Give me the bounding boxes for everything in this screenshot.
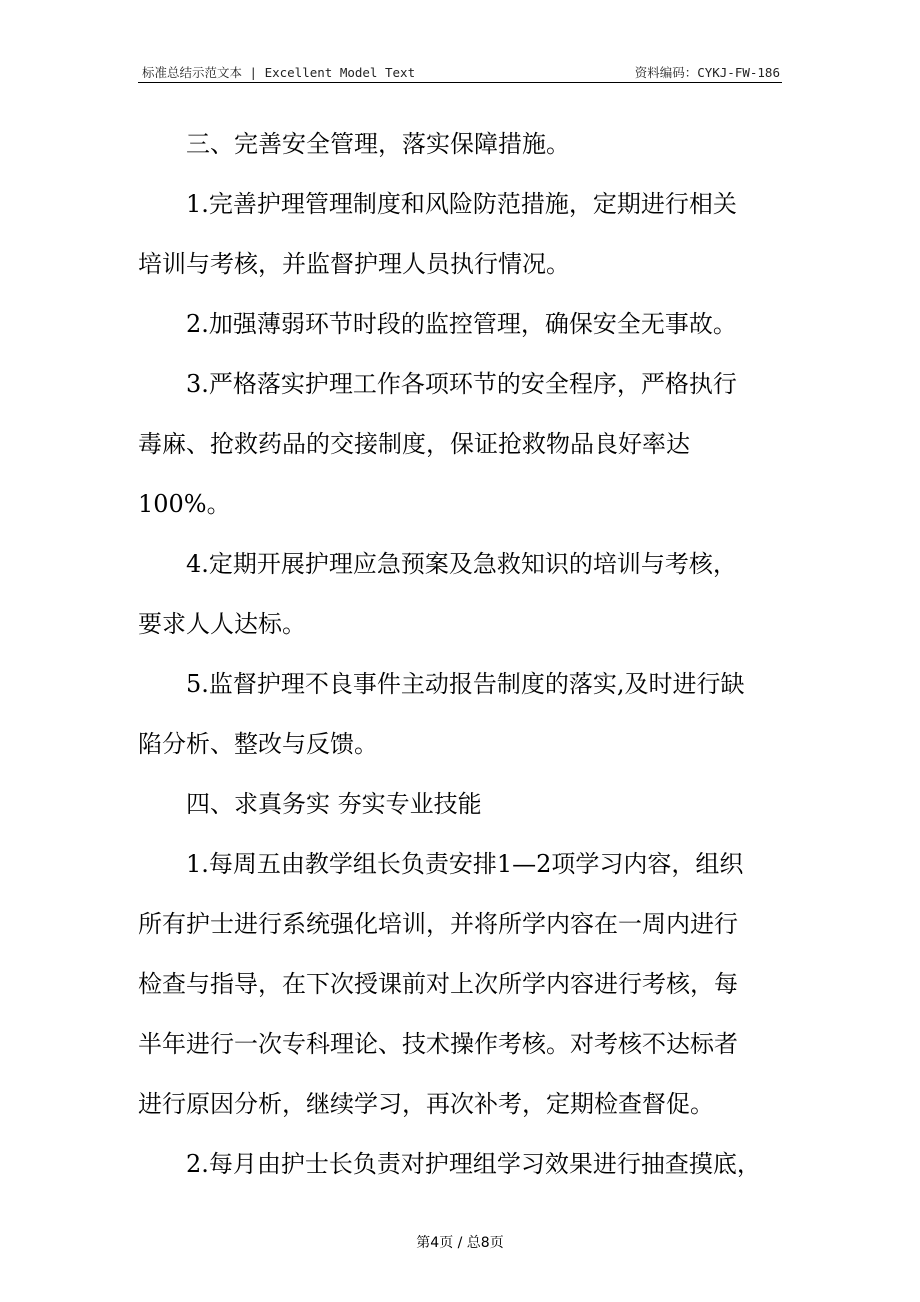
paragraph-line: 1.每周五由教学组长负责安排1—2项学习内容，组织 — [186, 850, 744, 878]
paragraph-line: 3.严格落实护理工作各项环节的安全程序，严格执行 — [186, 370, 737, 398]
paragraph-line: 毒麻、抢救药品的交接制度，保证抢救物品良好率达 — [138, 430, 690, 458]
paragraph-line: 100%。 — [138, 490, 231, 518]
paragraph-line: 进行原因分析，继续学习，再次补考，定期检查督促。 — [138, 1090, 714, 1118]
paragraph-line: 2.加强薄弱环节时段的监控管理，确保安全无事故。 — [186, 310, 737, 338]
header-title: 标准总结示范文本 | Excellent Model Text — [142, 65, 416, 80]
paragraph-line: 5.监督护理不良事件主动报告制度的落实,及时进行缺 — [186, 670, 745, 698]
section-heading: 三、完善安全管理，落实保障措施。 — [186, 130, 570, 158]
paragraph-line: 4.定期开展护理应急预案及急救知识的培训与考核， — [186, 550, 737, 578]
paragraph-line: 要求人人达标。 — [138, 610, 306, 638]
paragraph-line: 半年进行一次专科理论、技术操作考核。对考核不达标者 — [138, 1030, 738, 1058]
paragraph-line: 1.完善护理管理制度和风险防范措施，定期进行相关 — [186, 190, 737, 218]
section-heading: 四、求真务实 夯实专业技能 — [186, 790, 482, 818]
document-body — [138, 114, 778, 1194]
page-header — [138, 60, 782, 83]
paragraph-line: 培训与考核，并监督护理人员执行情况。 — [138, 250, 570, 278]
paragraph-line: 陷分析、整改与反馈。 — [138, 730, 378, 758]
document-code: 资料编码：CYKJ-FW-186 — [634, 65, 780, 80]
paragraph-line: 所有护士进行系统强化培训，并将所学内容在一周内进行 — [138, 910, 738, 938]
paragraph-line: 检查与指导，在下次授课前对上次所学内容进行考核，每 — [138, 970, 738, 998]
page-number: 第4页 / 总8页 — [416, 1235, 504, 1251]
paragraph-line: 2.每月由护士长负责对护理组学习效果进行抽查摸底， — [186, 1150, 761, 1178]
